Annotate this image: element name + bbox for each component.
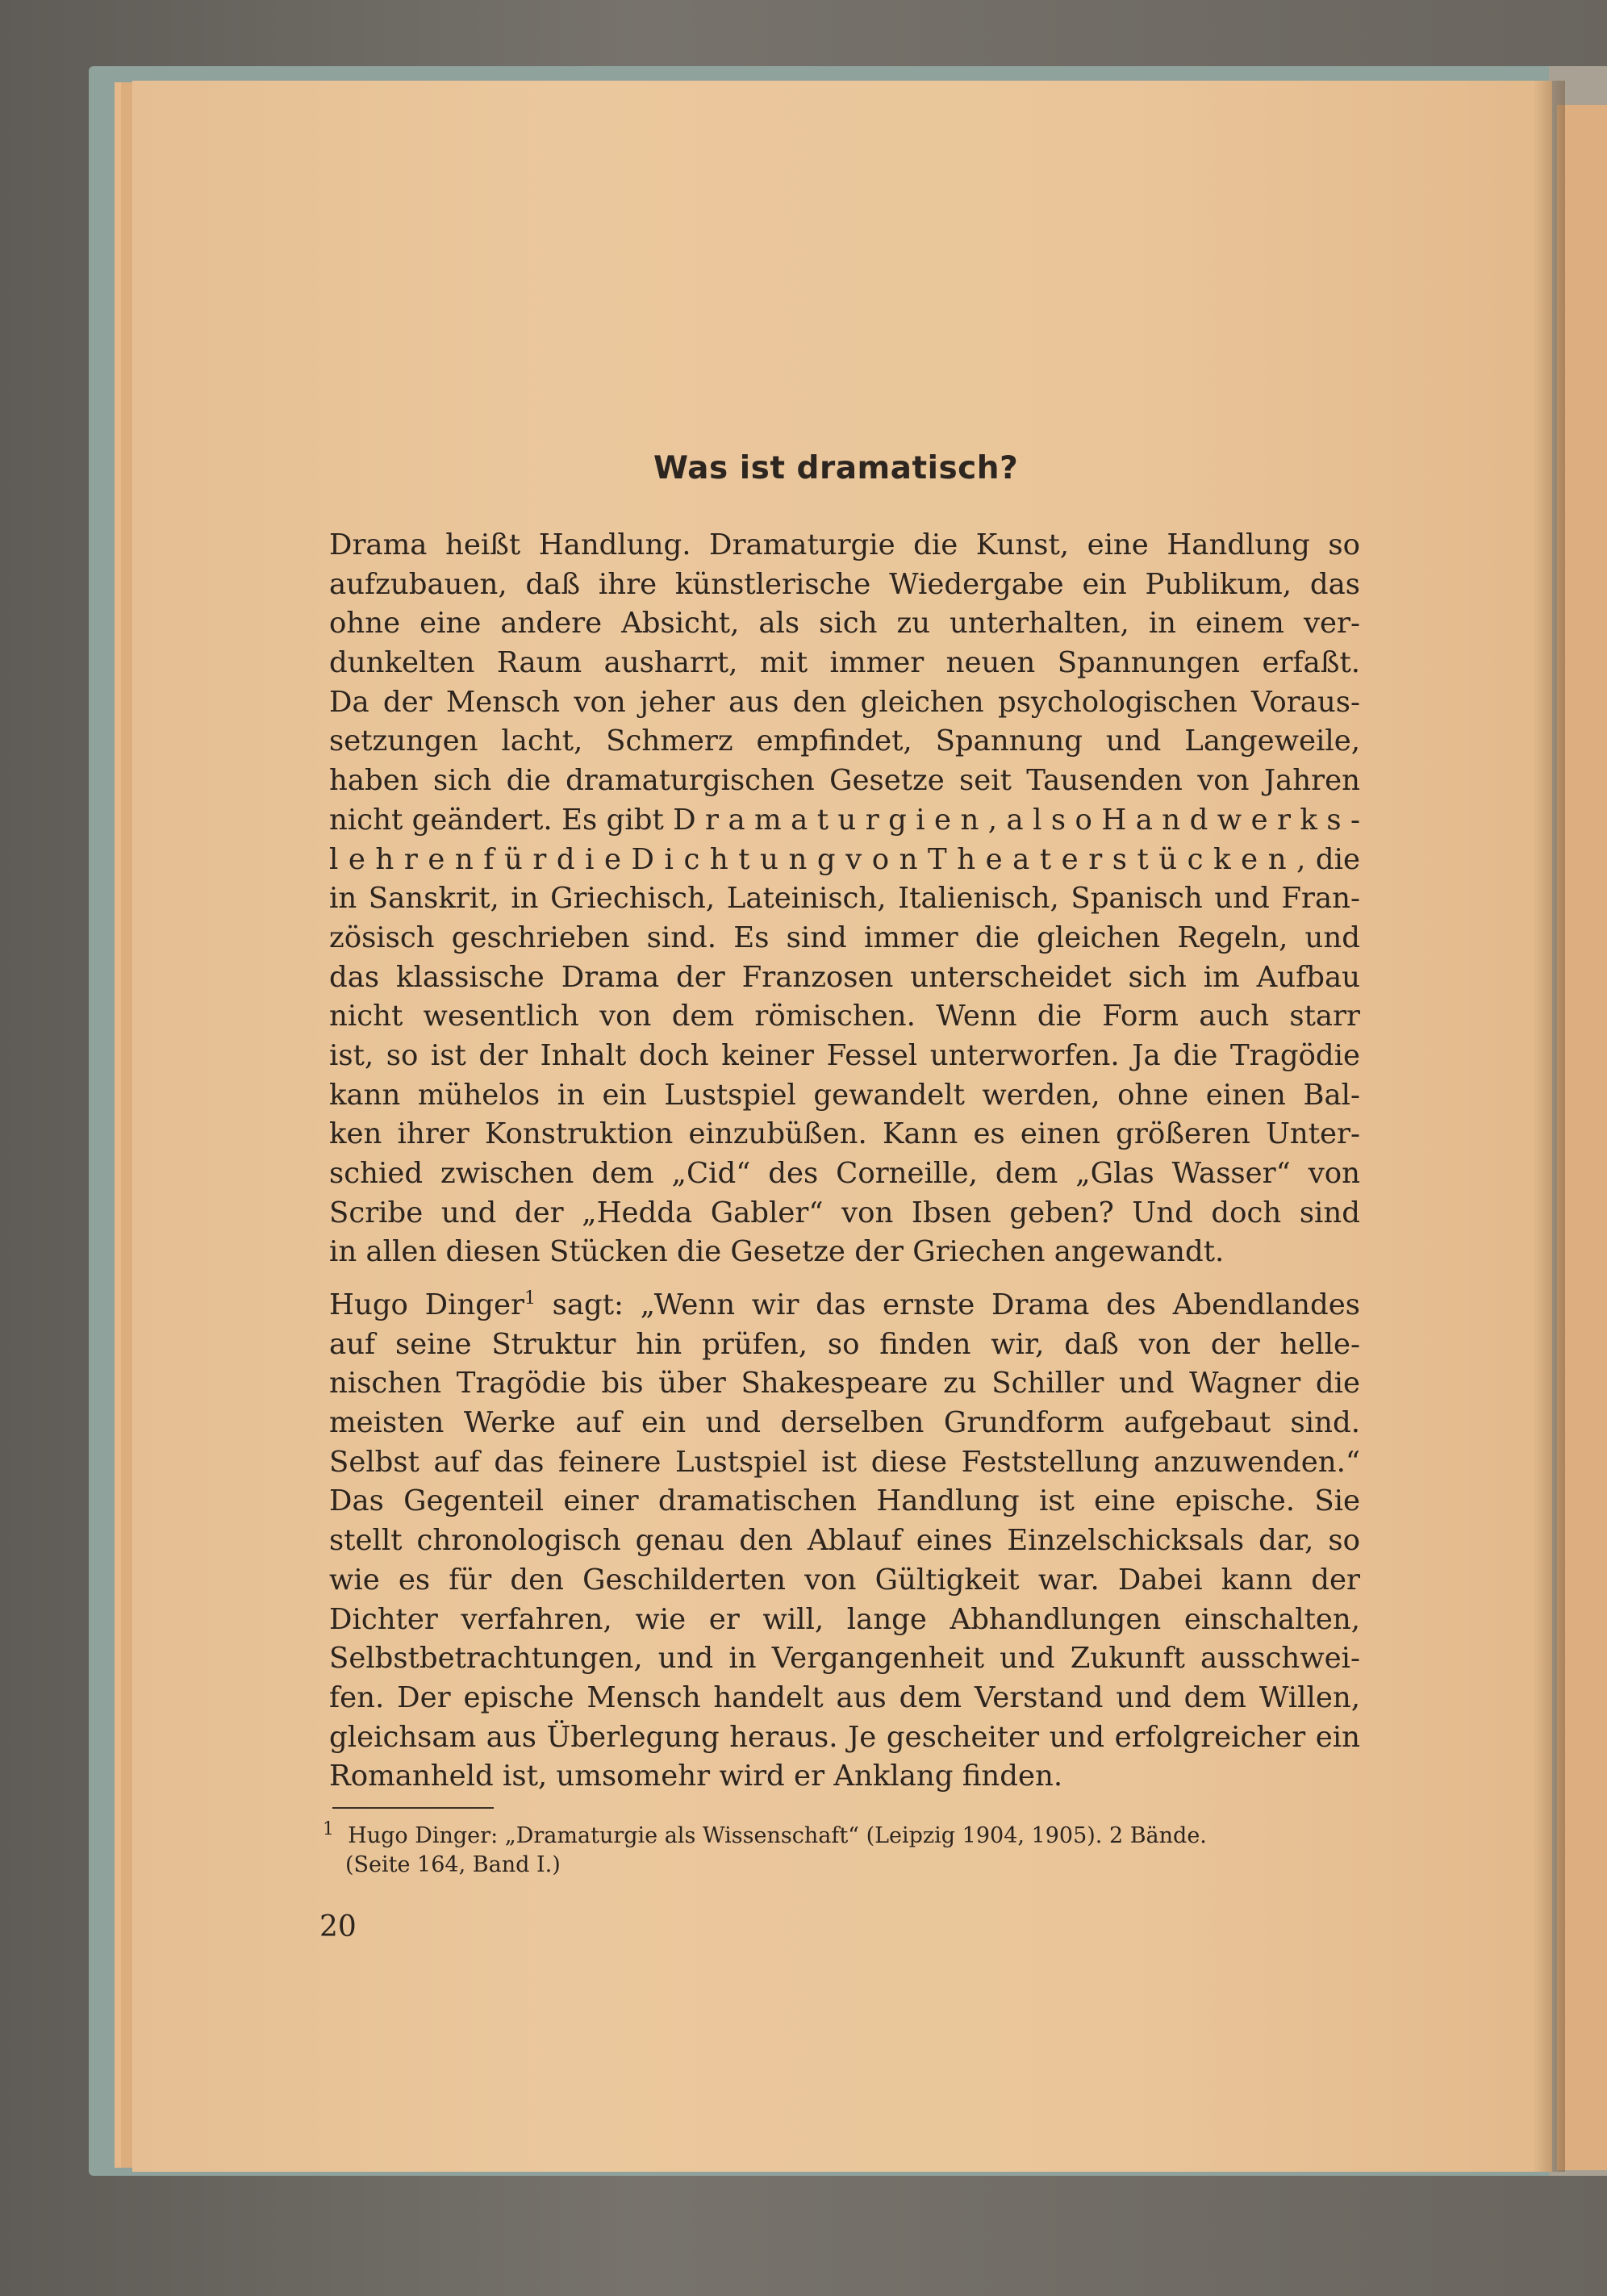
page-number: 20 [319,1910,357,1943]
text-line: meisten Werke auf ein und derselben Grundform aufgebaut sind. [329,1406,1360,1440]
text-line: kann mühelos in ein Lustspiel gewandelt werden, ohne einen Bal- [329,1078,1360,1112]
paragraph-2 [329,1286,1360,1797]
text-line: l e h r e n f ü r d i e D i c h t u n g v o n T h e a t e r s t ü c k e n , die [329,842,1360,876]
text-line: Das Gegenteil einer dramatischen Handlung ist eine epische. Sie [329,1484,1360,1518]
text-line: Dichter verfahren, wie er will, lange Abhandlungen einschalten, [329,1602,1360,1636]
footnote-line: (Seite 164, Band I.) [345,1852,561,1877]
text-line: haben sich die dramaturgischen Gesetze seit Tausenden von Jahren [329,764,1360,798]
text-line: auf seine Struktur hin prüfen, so finden wir, daß von der helle- [329,1327,1360,1361]
text-line [329,1286,1360,1325]
text-line: Scribe und der „Hedda Gabler“ von Ibsen geben? Und doch sind [329,1196,1360,1229]
text-line: nischen Tragödie bis über Shakespeare zu Schiller und Wagner die [329,1367,1360,1401]
footnote [323,1819,1371,1880]
text-line: nicht wesentlich von dem römischen. Wenn die Form auch starr [329,1000,1360,1033]
chapter-title: Was ist dramatisch? [653,450,1019,486]
text-line: dunkelten Raum ausharrt, mit immer neuen Spannungen erfaßt. [329,646,1360,680]
text-line: ken ihrer Konstruktion einzubüßen. Kann es einen größeren Unter- [329,1117,1360,1151]
text-line: Drama heißt Handlung. Dramaturgie die Kunst, eine Handlung so [329,528,1360,561]
text-line: Selbstbetrachtungen, und in Vergangenheit und Zukunft ausschwei- [329,1642,1360,1676]
text-line: fen. Der epische Mensch handelt aus dem Verstand und dem Willen, [329,1680,1360,1714]
text-line: ist, so ist der Inhalt doch keiner Fessel unterworfen. Ja die Tragödie [329,1038,1360,1072]
author-name: Hugo Dinger [329,1288,524,1321]
paragraph-1 [329,526,1360,1272]
text-line: ohne eine andere Absicht, als sich zu unterhalten, in einem ver- [329,607,1360,641]
text-line: zösisch geschrieben sind. Es sind immer die gleichen Regeln, und [329,920,1360,954]
text-fragment: sagt: „Wenn wir das ernste Drama des Abendlandes [535,1288,1360,1321]
footnote-line [323,1819,1371,1851]
text-line: in allen diesen Stücken die Gesetze der Griechen angewandt. [329,1235,1225,1269]
text-line: Da der Mensch von jeher aus den gleichen psychologischen Voraus- [329,685,1360,719]
text-line: setzungen lacht, Schmerz empfindet, Spannung und Langeweile, [329,724,1360,758]
text-line: Selbst auf das feinere Lustspiel ist diese Feststellung anzuwenden.“ [329,1445,1360,1479]
gutter-shadow [1533,81,1565,2172]
text-line: schied zwischen dem „Cid“ des Corneille, dem „Glas Wasser“ von [329,1157,1360,1190]
text-line: nicht geändert. Es gibt D r a m a t u r g i e n , a l s o H a n d w e r k s - [329,803,1360,837]
text-line: aufzubauen, daß ihre künstlerische Wiedergabe ein Publikum, das [329,567,1360,601]
text-line: stellt chronologisch genau den Ablauf eines Einzelschicksals dar, so [329,1524,1360,1558]
text-line: in Sanskrit, in Griechisch, Lateinisch, Italienisch, Spanisch und Fran- [329,882,1360,916]
footnote-divider [332,1807,494,1809]
text-line: Romanheld ist, umsomehr wird er Anklang finden. [329,1760,1063,1793]
page-edge [121,82,133,2168]
text-line: das klassische Drama der Franzosen unterscheidet sich im Aufbau [329,960,1360,994]
footnote-number: 1 [323,1819,334,1839]
footnote-text: Hugo Dinger: „Dramaturgie als Wissenschaft“ (Leipzig 1904, 1905). 2 Bände. [348,1823,1207,1848]
text-line: gleichsam aus Überlegung heraus. Je gescheiter und erfolgreicher ein [329,1720,1360,1754]
footnote-marker: 1 [524,1288,536,1309]
text-line: wie es für den Geschilderten von Gültigkeit war. Dabei kann der [329,1563,1360,1597]
